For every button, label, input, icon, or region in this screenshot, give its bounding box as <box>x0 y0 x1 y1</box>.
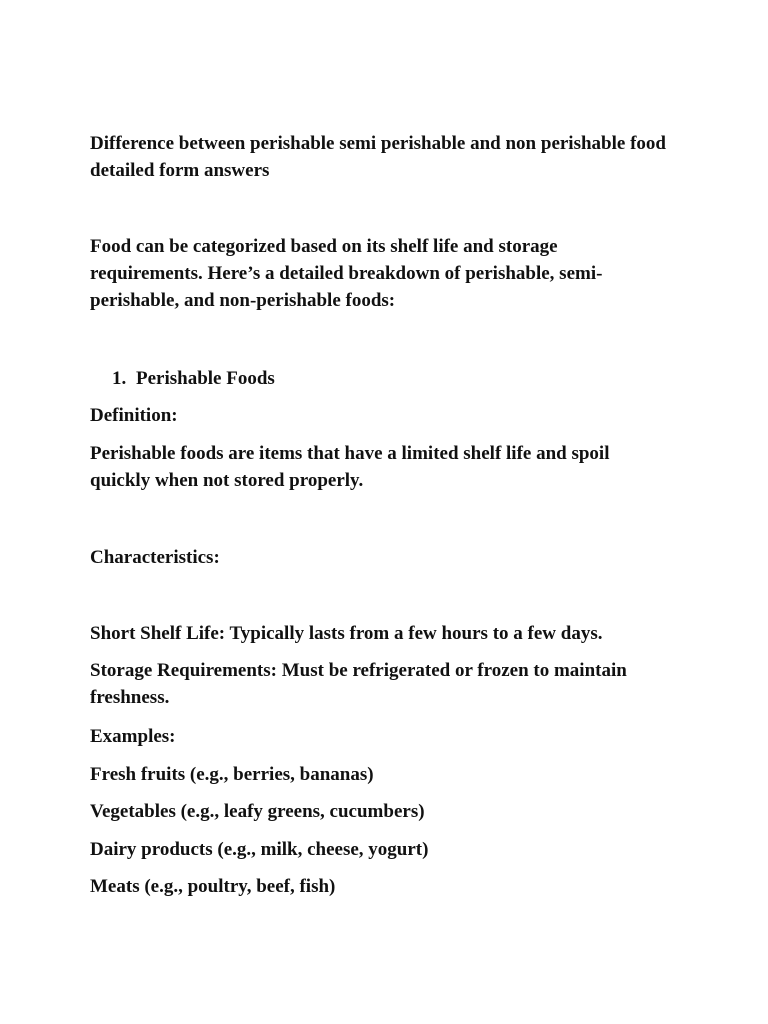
example-item: Dairy products (e.g., milk, cheese, yogurt) <box>90 839 429 860</box>
characteristics-label: Characteristics: <box>90 547 220 568</box>
intro-paragraph: Food can be categorized based on its shelf life and storage requirements. Here’s a detailed breakdown of perishable, semi-perishable, and non-perishable foods: <box>90 236 603 311</box>
examples-label: Examples: <box>90 726 176 747</box>
example-item: Vegetables (e.g., leafy greens, cucumbers) <box>90 801 425 822</box>
definition-text: Perishable foods are items that have a limited shelf life and spoil quickly when not stored properly. <box>90 443 610 491</box>
example-item: Meats (e.g., poultry, beef, fish) <box>90 876 336 897</box>
section-heading-perishable <box>112 365 672 392</box>
storage-requirements-line: Storage Requirements: Must be refrigerated or frozen to maintain freshness. <box>90 660 627 708</box>
definition-label: Definition: <box>90 405 178 426</box>
example-item: Fresh fruits (e.g., berries, bananas) <box>90 764 374 785</box>
short-shelf-life-line: Short Shelf Life: Typically lasts from a few hours to a few days. <box>90 623 603 644</box>
section-heading-text: Perishable Foods <box>136 368 275 389</box>
section-number: 1. <box>112 368 127 389</box>
document-title: Difference between perishable semi perishable and non perishable food detailed form answers <box>90 133 666 181</box>
